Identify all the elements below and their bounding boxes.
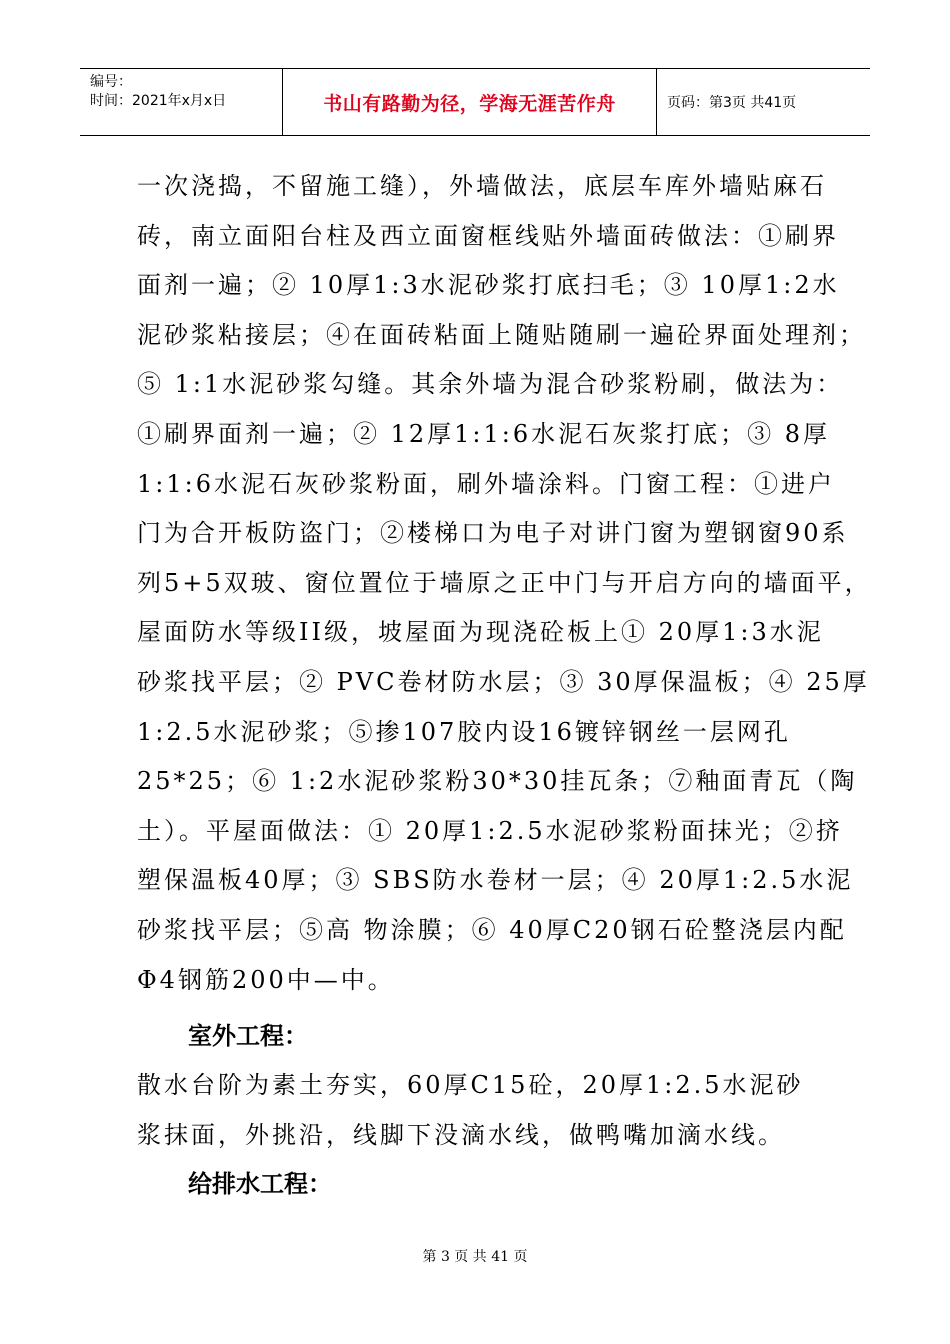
body-line: 砂浆找平层；② PVC卷材防水层；③ 30厚保温板；④ 25厚 [137, 667, 870, 696]
header-motto: 书山有路勤为径，学海无涯苦作舟 [283, 69, 657, 135]
header-meta [80, 69, 283, 135]
body-line: 1:2.5水泥砂浆；⑤掺107胶内设16镀锌钢丝一层网孔 [137, 717, 791, 746]
outdoor-paragraph [137, 1060, 817, 1159]
body-line: 屋面防水等级II级，坡屋面为现浇砼板上① 20厚1:3水泥 [137, 618, 824, 647]
body-line: Φ4钢筋200中—中。 [137, 965, 395, 994]
body-line: 25*25；⑥ 1:2水泥砂浆粉30*30挂瓦条；⑦釉面青瓦（陶 [137, 767, 858, 796]
body-line: 砖，南立面阳台柱及西立面窗框线贴外墙面砖做法：①刷界 [137, 221, 839, 250]
body-line: 塑保温板40厚；③ SBS防水卷材一层；④ 20厚1:2.5水泥 [137, 866, 854, 895]
section-title-outdoor: 室外工程： [188, 1022, 308, 1050]
outdoor-line: 浆抹面，外挑沿，线脚下没滴水线，做鸭嘴加滴水线。 [137, 1120, 785, 1149]
main-body-text [137, 162, 872, 1005]
header-page-number: 页码：第3页 共41页 [667, 95, 797, 111]
body-line: 一次浇捣，不留施工缝），外墙做法，底层车库外墙贴麻石 [137, 172, 827, 200]
section-title-plumbing: 给排水工程： [188, 1170, 332, 1198]
body-line: ①刷界面剂一遍；② 12厚1:1:6水泥石灰浆打底；③ 8厚 [137, 419, 831, 448]
page-footer: 第 3 页 共 41 页 [422, 1249, 528, 1265]
document-time-label: 时间：2021年x月x日 [90, 93, 227, 109]
page-header [80, 68, 870, 136]
body-line: 土）。平屋面做法：① 20厚1:2.5水泥砂浆粉面抹光；②挤 [137, 816, 843, 845]
body-line: 泥砂浆粘接层；④在面砖粘面上随贴随刷一遍砼界面处理剂； [137, 320, 866, 349]
body-line: 列5+5双玻、窗位置位于墙原之正中门与开启方向的墙面平， [137, 568, 872, 597]
body-line: ⑤ 1:1水泥砂浆勾缝。其余外墙为混合砂浆粉刷，做法为： [137, 370, 844, 399]
body-line: 门为合开板防盗门；②楼梯口为电子对讲门窗为塑钢窗90系 [137, 519, 849, 548]
document-number-label: 编号： [90, 74, 132, 90]
outdoor-line: 散水台阶为素土夯实，60厚C15砼，20厚1:2.5水泥砂 [137, 1071, 804, 1099]
body-line: 砂浆找平层；⑤高 物涂膜；⑥ 40厚C20钢石砼整浇层内配 [137, 915, 847, 944]
body-line: 面剂一遍；② 10厚1:3水泥砂浆打底扫毛；③ 10厚1:2水 [137, 271, 840, 300]
body-line: 1:1:6水泥石灰砂浆粉面，刷外墙涂料。门窗工程：①进户 [137, 469, 835, 498]
